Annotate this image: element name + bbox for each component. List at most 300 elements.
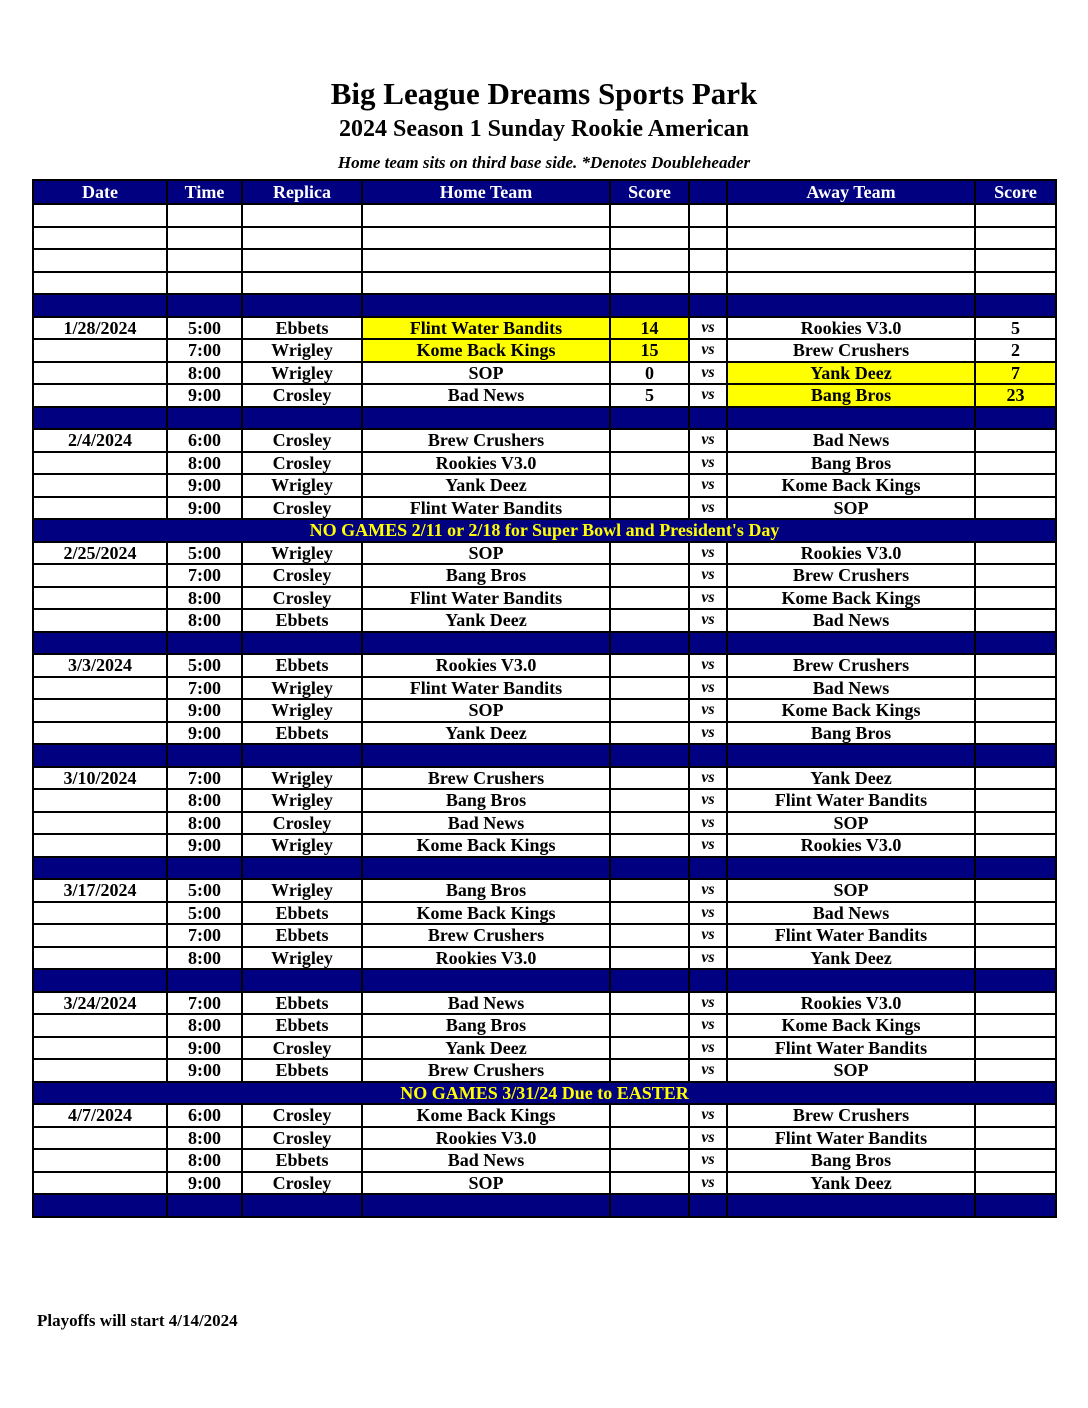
date-cell: 2/4/2024 bbox=[33, 429, 167, 452]
away-score-cell bbox=[975, 204, 1056, 227]
vs-cell: vs bbox=[689, 902, 727, 925]
away-team-cell bbox=[727, 272, 975, 295]
time-cell: 8:00 bbox=[167, 1127, 242, 1150]
replica-cell: Ebbets bbox=[242, 902, 362, 925]
date-cell bbox=[33, 722, 167, 745]
away-score-cell: 5 bbox=[975, 317, 1056, 340]
table-row bbox=[33, 542, 1056, 565]
replica-cell: Ebbets bbox=[242, 317, 362, 340]
away-team-cell bbox=[727, 632, 975, 655]
home-score-cell: 14 bbox=[610, 317, 689, 340]
away-team-cell: Brew Crushers bbox=[727, 1104, 975, 1127]
vs-cell: vs bbox=[689, 879, 727, 902]
vs-cell: vs bbox=[689, 924, 727, 947]
time-cell: 8:00 bbox=[167, 812, 242, 835]
away-team-cell: Rookies V3.0 bbox=[727, 542, 975, 565]
home-score-cell: 5 bbox=[610, 384, 689, 407]
away-score-cell bbox=[975, 924, 1056, 947]
home-team-cell bbox=[362, 969, 610, 992]
vs-cell bbox=[689, 969, 727, 992]
home-team-cell bbox=[362, 272, 610, 295]
table-row bbox=[33, 1014, 1056, 1037]
replica-cell: Wrigley bbox=[242, 879, 362, 902]
home-score-cell bbox=[610, 497, 689, 520]
away-team-cell: Bad News bbox=[727, 677, 975, 700]
time-cell: 8:00 bbox=[167, 609, 242, 632]
home-score-cell bbox=[610, 969, 689, 992]
time-cell: 8:00 bbox=[167, 789, 242, 812]
away-score-cell bbox=[975, 497, 1056, 520]
divider-row bbox=[33, 969, 1056, 992]
home-score-cell bbox=[610, 902, 689, 925]
home-score-cell bbox=[610, 744, 689, 767]
home-team-cell: Bad News bbox=[362, 992, 610, 1015]
date-cell bbox=[33, 227, 167, 250]
time-cell: 5:00 bbox=[167, 902, 242, 925]
date-cell bbox=[33, 812, 167, 835]
home-score-cell bbox=[610, 722, 689, 745]
replica-cell: Crosley bbox=[242, 429, 362, 452]
date-cell bbox=[33, 834, 167, 857]
table-row bbox=[33, 722, 1056, 745]
vs-cell: vs bbox=[689, 384, 727, 407]
home-score-cell bbox=[610, 812, 689, 835]
date-cell bbox=[33, 272, 167, 295]
away-score-cell bbox=[975, 1014, 1056, 1037]
away-score-cell bbox=[975, 1104, 1056, 1127]
home-team-cell: SOP bbox=[362, 542, 610, 565]
date-cell: 4/7/2024 bbox=[33, 1104, 167, 1127]
away-score-cell bbox=[975, 272, 1056, 295]
date-cell bbox=[33, 1059, 167, 1082]
time-cell bbox=[167, 857, 242, 880]
replica-cell bbox=[242, 272, 362, 295]
away-team-cell: Brew Crushers bbox=[727, 654, 975, 677]
table-row bbox=[33, 812, 1056, 835]
table-row bbox=[33, 362, 1056, 385]
date-cell bbox=[33, 789, 167, 812]
away-score-cell bbox=[975, 722, 1056, 745]
away-team-cell: Bad News bbox=[727, 609, 975, 632]
away-score-cell bbox=[975, 1194, 1056, 1217]
notice-row bbox=[33, 519, 1056, 542]
date-cell bbox=[33, 564, 167, 587]
away-score-cell bbox=[975, 677, 1056, 700]
away-team-cell: Bang Bros bbox=[727, 1149, 975, 1172]
home-score-cell bbox=[610, 992, 689, 1015]
date-cell bbox=[33, 407, 167, 430]
away-score-cell bbox=[975, 834, 1056, 857]
away-score-cell bbox=[975, 1172, 1056, 1195]
replica-cell: Ebbets bbox=[242, 654, 362, 677]
date-cell bbox=[33, 204, 167, 227]
away-team-cell: Brew Crushers bbox=[727, 339, 975, 362]
time-cell: 6:00 bbox=[167, 429, 242, 452]
table-row bbox=[33, 767, 1056, 790]
away-team-cell: Yank Deez bbox=[727, 947, 975, 970]
home-score-cell bbox=[610, 677, 689, 700]
home-team-cell: Brew Crushers bbox=[362, 429, 610, 452]
vs-cell: vs bbox=[689, 339, 727, 362]
date-cell: 2/25/2024 bbox=[33, 542, 167, 565]
vs-cell bbox=[689, 227, 727, 250]
replica-cell: Crosley bbox=[242, 1104, 362, 1127]
home-team-cell: Rookies V3.0 bbox=[362, 947, 610, 970]
away-score-cell bbox=[975, 699, 1056, 722]
away-score-cell: 7 bbox=[975, 362, 1056, 385]
time-cell: 9:00 bbox=[167, 699, 242, 722]
home-score-cell bbox=[610, 407, 689, 430]
away-score-cell bbox=[975, 744, 1056, 767]
home-team-cell bbox=[362, 249, 610, 272]
time-cell bbox=[167, 744, 242, 767]
away-team-cell: SOP bbox=[727, 812, 975, 835]
vs-cell: vs bbox=[689, 699, 727, 722]
replica-cell bbox=[242, 249, 362, 272]
away-team-cell: SOP bbox=[727, 879, 975, 902]
home-team-cell: Bang Bros bbox=[362, 564, 610, 587]
away-score-cell bbox=[975, 812, 1056, 835]
away-team-cell: Bad News bbox=[727, 429, 975, 452]
home-score-cell bbox=[610, 429, 689, 452]
away-team-cell: Bang Bros bbox=[727, 384, 975, 407]
away-team-cell: Brew Crushers bbox=[727, 564, 975, 587]
time-cell: 7:00 bbox=[167, 564, 242, 587]
vs-cell bbox=[689, 294, 727, 317]
away-score-cell bbox=[975, 452, 1056, 475]
replica-cell: Crosley bbox=[242, 384, 362, 407]
away-score-cell bbox=[975, 654, 1056, 677]
notice-text: NO GAMES 3/31/24 Due to EASTER bbox=[33, 1082, 1056, 1105]
away-team-cell bbox=[727, 294, 975, 317]
away-score-cell bbox=[975, 587, 1056, 610]
date-cell: 3/10/2024 bbox=[33, 767, 167, 790]
away-score-cell bbox=[975, 542, 1056, 565]
date-cell bbox=[33, 857, 167, 880]
replica-cell bbox=[242, 632, 362, 655]
date-cell bbox=[33, 1037, 167, 1060]
table-row bbox=[33, 564, 1056, 587]
empty-row bbox=[33, 249, 1056, 272]
vs-cell: vs bbox=[689, 677, 727, 700]
vs-cell bbox=[689, 204, 727, 227]
home-score-cell bbox=[610, 1194, 689, 1217]
empty-row bbox=[33, 272, 1056, 295]
away-team-cell bbox=[727, 204, 975, 227]
home-score-cell bbox=[610, 924, 689, 947]
home-team-cell: Bad News bbox=[362, 1149, 610, 1172]
time-cell: 5:00 bbox=[167, 654, 242, 677]
time-cell: 9:00 bbox=[167, 722, 242, 745]
notice-text: NO GAMES 2/11 or 2/18 for Super Bowl and President's Day bbox=[33, 519, 1056, 542]
time-cell bbox=[167, 249, 242, 272]
home-team-cell: Kome Back Kings bbox=[362, 1104, 610, 1127]
home-team-cell: Bang Bros bbox=[362, 1014, 610, 1037]
time-cell: 7:00 bbox=[167, 677, 242, 700]
home-team-cell: Bad News bbox=[362, 384, 610, 407]
time-cell: 8:00 bbox=[167, 1014, 242, 1037]
away-team-cell bbox=[727, 857, 975, 880]
vs-cell: vs bbox=[689, 542, 727, 565]
away-score-cell bbox=[975, 294, 1056, 317]
date-cell: 1/28/2024 bbox=[33, 317, 167, 340]
replica-cell bbox=[242, 1194, 362, 1217]
home-score-cell bbox=[610, 834, 689, 857]
divider-row bbox=[33, 857, 1056, 880]
replica-cell: Ebbets bbox=[242, 609, 362, 632]
replica-cell: Wrigley bbox=[242, 542, 362, 565]
time-cell: 9:00 bbox=[167, 384, 242, 407]
away-score-cell bbox=[975, 1037, 1056, 1060]
away-team-cell bbox=[727, 227, 975, 250]
table-row bbox=[33, 452, 1056, 475]
col-date: Date bbox=[33, 180, 167, 204]
playoffs-note: Playoffs will start 4/14/2024 bbox=[37, 1311, 238, 1330]
date-cell bbox=[33, 677, 167, 700]
away-team-cell: Yank Deez bbox=[727, 362, 975, 385]
home-team-cell bbox=[362, 204, 610, 227]
away-team-cell: Rookies V3.0 bbox=[727, 317, 975, 340]
page-title: Big League Dreams Sports Park bbox=[330, 76, 758, 111]
away-team-cell: Flint Water Bandits bbox=[727, 924, 975, 947]
date-cell bbox=[33, 1172, 167, 1195]
date-cell bbox=[33, 699, 167, 722]
home-team-cell: Bang Bros bbox=[362, 879, 610, 902]
away-team-cell bbox=[727, 249, 975, 272]
vs-cell bbox=[689, 407, 727, 430]
vs-cell bbox=[689, 744, 727, 767]
time-cell: 9:00 bbox=[167, 1059, 242, 1082]
vs-cell bbox=[689, 249, 727, 272]
date-cell bbox=[33, 474, 167, 497]
table-row bbox=[33, 474, 1056, 497]
time-cell: 8:00 bbox=[167, 452, 242, 475]
vs-cell: vs bbox=[689, 564, 727, 587]
table-row bbox=[33, 902, 1056, 925]
away-score-cell bbox=[975, 969, 1056, 992]
replica-cell: Ebbets bbox=[242, 1149, 362, 1172]
date-cell bbox=[33, 902, 167, 925]
vs-cell: vs bbox=[689, 767, 727, 790]
replica-cell: Wrigley bbox=[242, 789, 362, 812]
away-score-cell bbox=[975, 947, 1056, 970]
home-team-cell: Yank Deez bbox=[362, 1037, 610, 1060]
away-score-cell bbox=[975, 992, 1056, 1015]
away-score-cell bbox=[975, 789, 1056, 812]
home-score-cell bbox=[610, 1149, 689, 1172]
divider-row bbox=[33, 632, 1056, 655]
replica-cell: Crosley bbox=[242, 1127, 362, 1150]
replica-cell bbox=[242, 744, 362, 767]
home-score-cell bbox=[610, 789, 689, 812]
replica-cell bbox=[242, 204, 362, 227]
table-row bbox=[33, 947, 1056, 970]
notice-row bbox=[33, 1082, 1056, 1105]
away-score-cell bbox=[975, 564, 1056, 587]
home-team-cell bbox=[362, 1194, 610, 1217]
col-vs bbox=[689, 180, 727, 204]
time-cell bbox=[167, 969, 242, 992]
table-row bbox=[33, 924, 1056, 947]
vs-cell: vs bbox=[689, 609, 727, 632]
away-score-cell bbox=[975, 857, 1056, 880]
home-team-cell bbox=[362, 857, 610, 880]
table-row bbox=[33, 339, 1056, 362]
replica-cell bbox=[242, 969, 362, 992]
time-cell: 7:00 bbox=[167, 924, 242, 947]
col-time: Time bbox=[167, 180, 242, 204]
home-score-cell bbox=[610, 1172, 689, 1195]
replica-cell: Ebbets bbox=[242, 1014, 362, 1037]
date-cell bbox=[33, 362, 167, 385]
col-replica: Replica bbox=[242, 180, 362, 204]
home-score-cell bbox=[610, 857, 689, 880]
vs-cell: vs bbox=[689, 1059, 727, 1082]
home-team-cell: SOP bbox=[362, 362, 610, 385]
home-score-cell bbox=[610, 1059, 689, 1082]
away-team-cell: Yank Deez bbox=[727, 1172, 975, 1195]
table-row bbox=[33, 317, 1056, 340]
away-team-cell: Bang Bros bbox=[727, 722, 975, 745]
schedule-table bbox=[32, 179, 1057, 1218]
time-cell: 9:00 bbox=[167, 497, 242, 520]
time-cell: 7:00 bbox=[167, 339, 242, 362]
vs-cell: vs bbox=[689, 722, 727, 745]
table-row bbox=[33, 429, 1056, 452]
vs-cell: vs bbox=[689, 992, 727, 1015]
away-score-cell bbox=[975, 1149, 1056, 1172]
away-team-cell: Bad News bbox=[727, 902, 975, 925]
divider-row bbox=[33, 744, 1056, 767]
date-cell bbox=[33, 1194, 167, 1217]
home-team-cell: Flint Water Bandits bbox=[362, 677, 610, 700]
replica-cell bbox=[242, 857, 362, 880]
time-cell: 8:00 bbox=[167, 587, 242, 610]
home-score-cell bbox=[610, 542, 689, 565]
header-row bbox=[33, 180, 1056, 204]
replica-cell: Crosley bbox=[242, 452, 362, 475]
time-cell: 8:00 bbox=[167, 1149, 242, 1172]
home-team-cell: Brew Crushers bbox=[362, 924, 610, 947]
divider-row bbox=[33, 294, 1056, 317]
date-cell bbox=[33, 249, 167, 272]
home-score-cell bbox=[610, 632, 689, 655]
col-home-team: Home Team bbox=[362, 180, 610, 204]
home-team-cell: Kome Back Kings bbox=[362, 834, 610, 857]
time-cell bbox=[167, 632, 242, 655]
date-cell: 3/17/2024 bbox=[33, 879, 167, 902]
home-score-cell bbox=[610, 699, 689, 722]
vs-cell: vs bbox=[689, 1104, 727, 1127]
home-team-cell: Bang Bros bbox=[362, 789, 610, 812]
table-row bbox=[33, 1149, 1056, 1172]
table-row bbox=[33, 587, 1056, 610]
table-row bbox=[33, 1127, 1056, 1150]
away-team-cell bbox=[727, 407, 975, 430]
home-score-cell bbox=[610, 272, 689, 295]
vs-cell bbox=[689, 632, 727, 655]
home-score-cell bbox=[610, 249, 689, 272]
time-cell bbox=[167, 204, 242, 227]
home-score-cell bbox=[610, 564, 689, 587]
date-cell: 3/24/2024 bbox=[33, 992, 167, 1015]
date-cell bbox=[33, 497, 167, 520]
home-team-cell bbox=[362, 407, 610, 430]
vs-cell: vs bbox=[689, 497, 727, 520]
away-score-cell bbox=[975, 632, 1056, 655]
vs-cell: vs bbox=[689, 789, 727, 812]
away-team-cell: Flint Water Bandits bbox=[727, 1127, 975, 1150]
date-cell bbox=[33, 969, 167, 992]
vs-cell bbox=[689, 857, 727, 880]
home-team-cell bbox=[362, 227, 610, 250]
vs-cell bbox=[689, 272, 727, 295]
time-cell: 9:00 bbox=[167, 1037, 242, 1060]
date-cell bbox=[33, 609, 167, 632]
away-team-cell: Rookies V3.0 bbox=[727, 992, 975, 1015]
vs-cell: vs bbox=[689, 587, 727, 610]
date-cell bbox=[33, 1149, 167, 1172]
away-score-cell: 2 bbox=[975, 339, 1056, 362]
home-team-cell: Rookies V3.0 bbox=[362, 1127, 610, 1150]
page-subtitle: 2024 Season 1 Sunday Rookie American bbox=[338, 116, 750, 142]
time-cell: 6:00 bbox=[167, 1104, 242, 1127]
away-team-cell: Flint Water Bandits bbox=[727, 789, 975, 812]
home-team-cell: Brew Crushers bbox=[362, 767, 610, 790]
date-cell bbox=[33, 339, 167, 362]
replica-cell: Wrigley bbox=[242, 362, 362, 385]
home-team-cell bbox=[362, 294, 610, 317]
away-team-cell bbox=[727, 969, 975, 992]
time-cell: 7:00 bbox=[167, 767, 242, 790]
replica-cell: Ebbets bbox=[242, 992, 362, 1015]
home-team-cell bbox=[362, 632, 610, 655]
home-team-cell: Rookies V3.0 bbox=[362, 654, 610, 677]
table-row bbox=[33, 789, 1056, 812]
date-cell bbox=[33, 744, 167, 767]
vs-cell: vs bbox=[689, 812, 727, 835]
divider-row bbox=[33, 407, 1056, 430]
time-cell: 5:00 bbox=[167, 879, 242, 902]
replica-cell: Crosley bbox=[242, 812, 362, 835]
home-team-cell bbox=[362, 744, 610, 767]
vs-cell: vs bbox=[689, 452, 727, 475]
replica-cell: Crosley bbox=[242, 1172, 362, 1195]
date-cell bbox=[33, 1014, 167, 1037]
home-team-cell: SOP bbox=[362, 699, 610, 722]
away-score-cell: 23 bbox=[975, 384, 1056, 407]
away-score-cell bbox=[975, 407, 1056, 430]
home-score-cell bbox=[610, 227, 689, 250]
away-score-cell bbox=[975, 1059, 1056, 1082]
home-score-cell bbox=[610, 879, 689, 902]
empty-row bbox=[33, 227, 1056, 250]
home-score-cell bbox=[610, 654, 689, 677]
away-team-cell: SOP bbox=[727, 1059, 975, 1082]
replica-cell: Wrigley bbox=[242, 339, 362, 362]
replica-cell bbox=[242, 407, 362, 430]
date-cell bbox=[33, 587, 167, 610]
away-team-cell: Kome Back Kings bbox=[727, 1014, 975, 1037]
away-score-cell bbox=[975, 227, 1056, 250]
away-score-cell bbox=[975, 1127, 1056, 1150]
date-cell bbox=[33, 947, 167, 970]
vs-cell: vs bbox=[689, 1149, 727, 1172]
time-cell bbox=[167, 272, 242, 295]
table-row bbox=[33, 677, 1056, 700]
time-cell: 5:00 bbox=[167, 542, 242, 565]
replica-cell: Wrigley bbox=[242, 947, 362, 970]
